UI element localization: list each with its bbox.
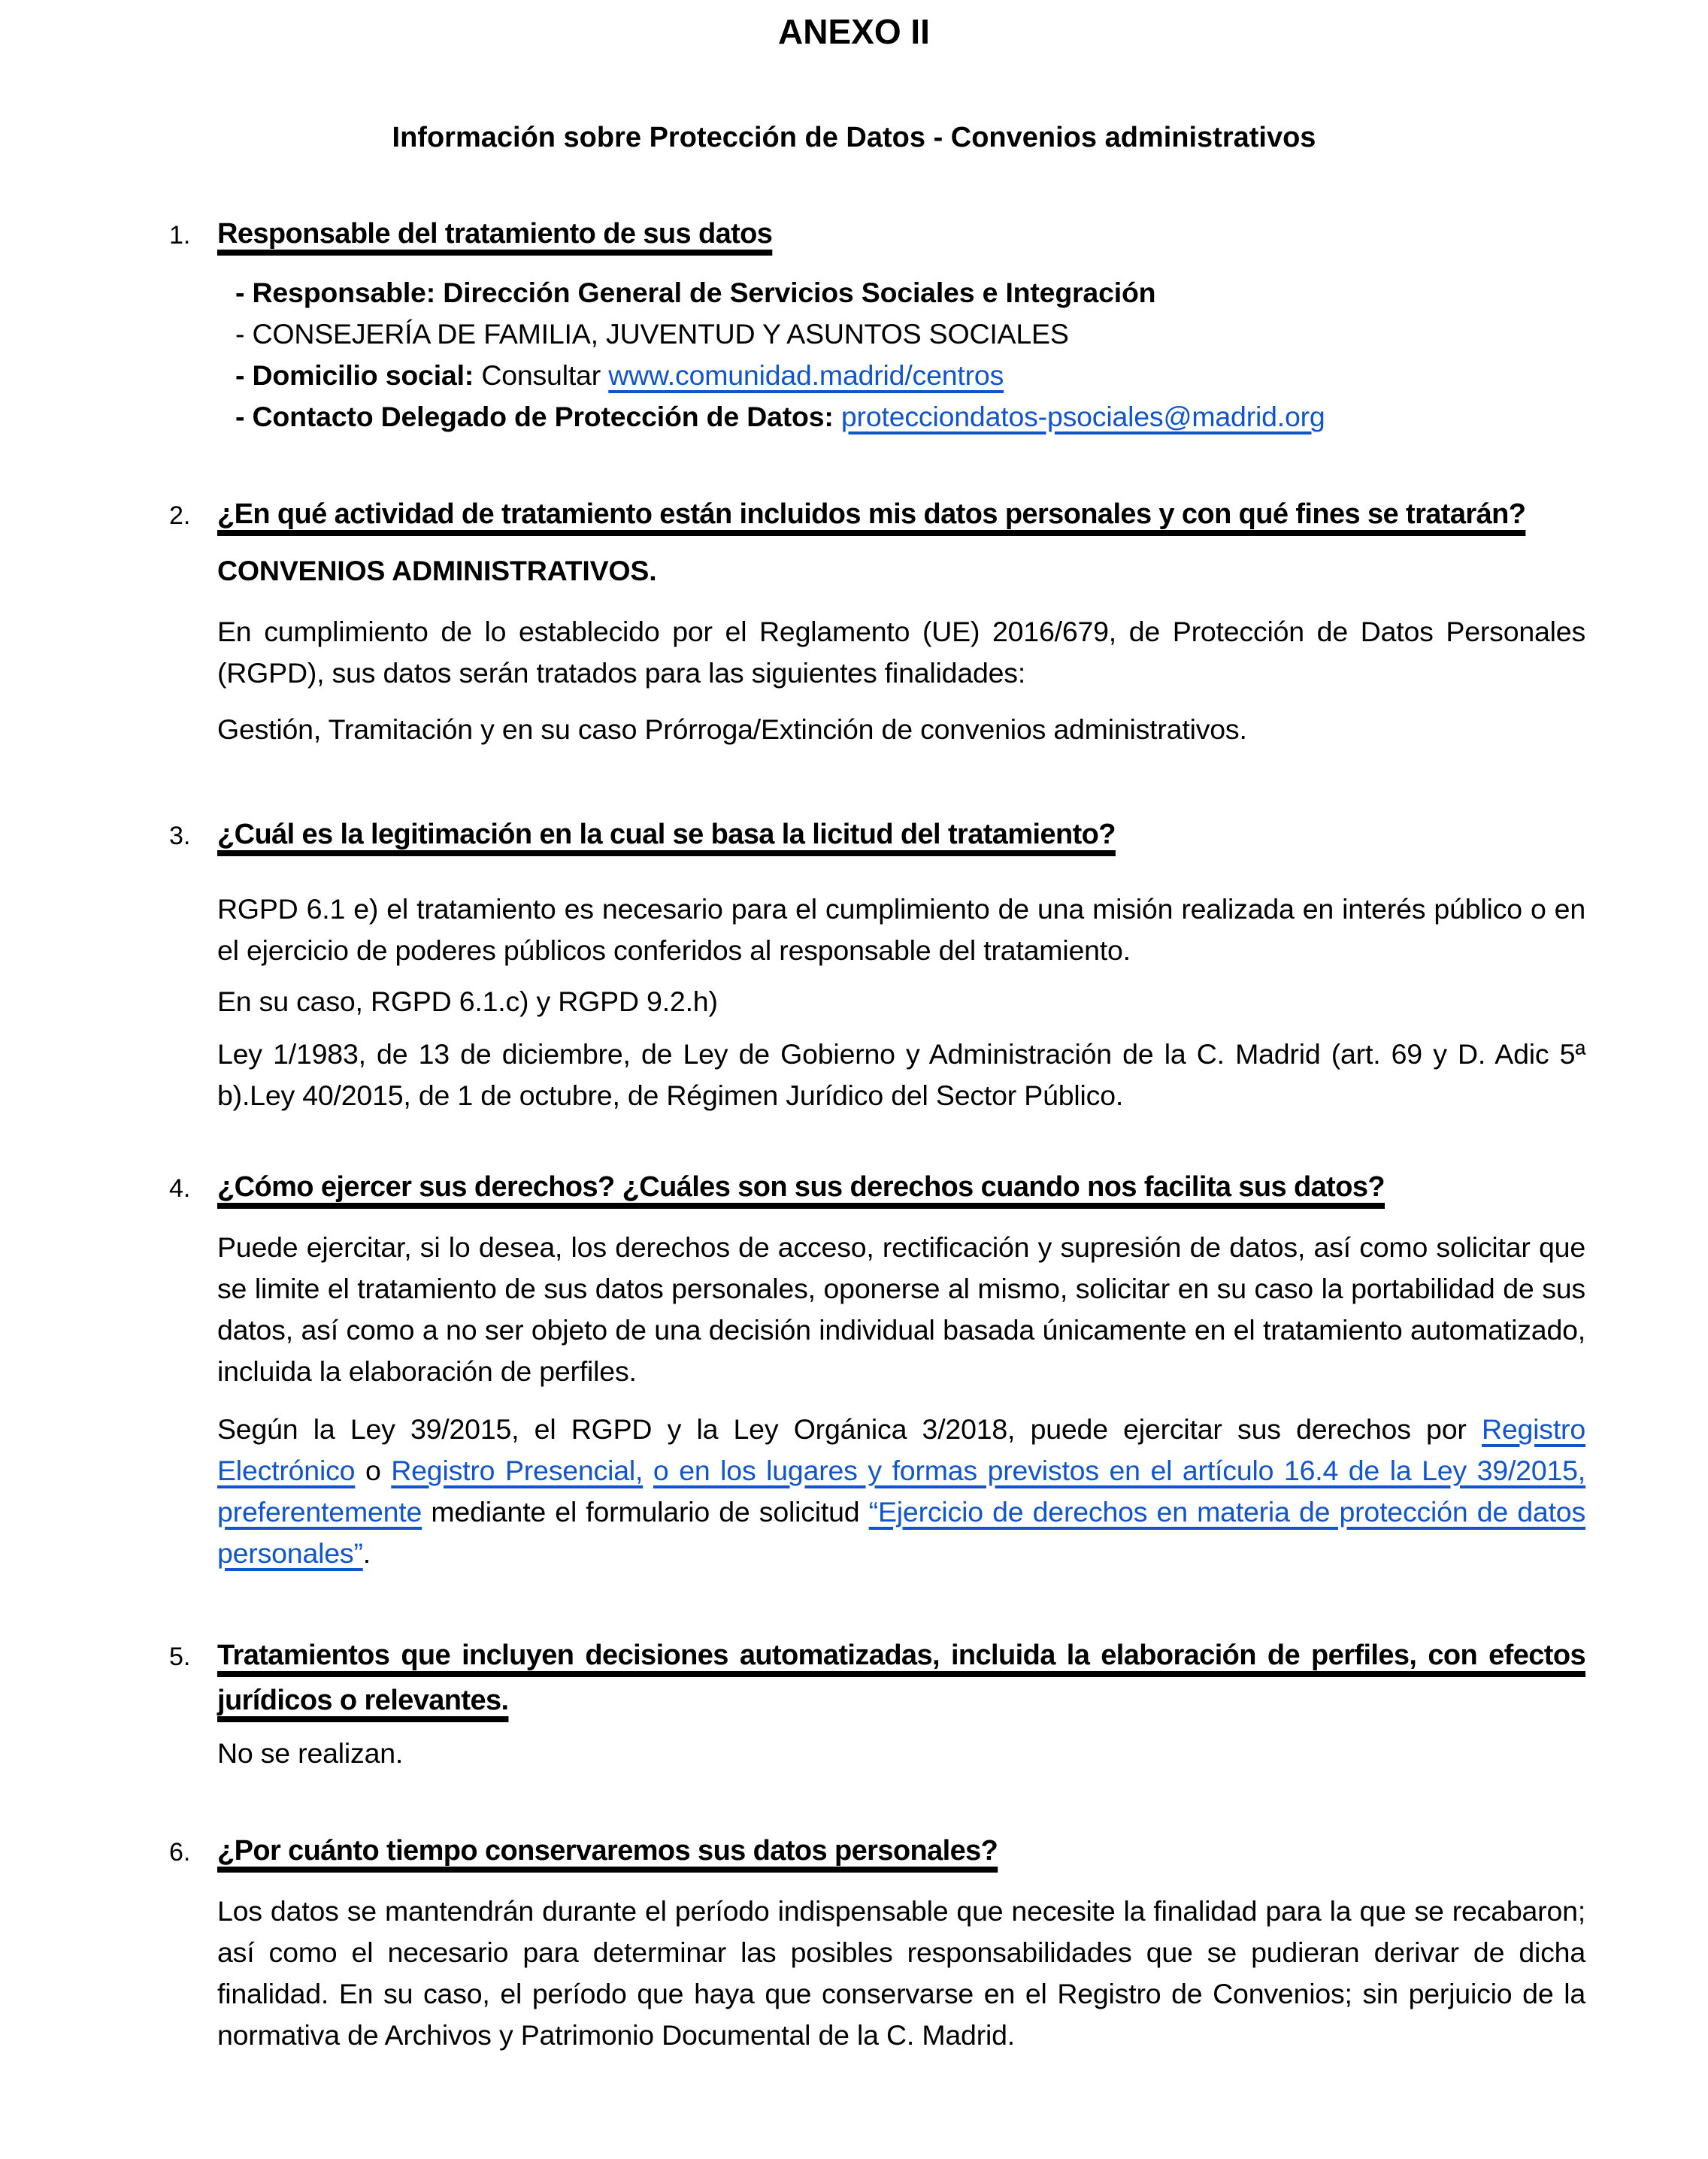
paragraph-puede-ejercitar: Puede ejercitar, si lo desea, los derechos de acceso, rectificación y supresión de datos, así como solicitar que se limite el tratamiento de sus datos personales, oponerse al mismo, solicitar en su caso la portabilidad de sus datos, así como a no ser objeto de una decisión individual basada únicamente en el tratamiento automatizado, incluida la elaboración de perfiles. [217, 1231, 1585, 1387]
section-content [217, 812, 1585, 1116]
paragraph-cumplimiento: En cumplimiento de lo establecido por el Reglamento (UE) 2016/679, de Protección de Datos Personales (RGPD), sus datos serán tratados para las siguientes finalidades: [217, 616, 1585, 689]
text-run: mediante el formulario de solicitud [422, 1496, 869, 1528]
section-number: 4. [169, 1174, 191, 1203]
section-heading: ¿Por cuánto tiempo conservaremos sus datos personales? [217, 1835, 998, 1867]
text-run: . [362, 1537, 371, 1569]
link-articulo-16-4-ley-39-2015[interactable]: o en los lugares y formas previstos en el artículo 16.4 de la Ley 39/2015, preferentemente [217, 1455, 1586, 1528]
paragraph-no-se-realizan: No se realizan. [217, 1737, 404, 1769]
section-content [217, 1828, 1585, 2056]
section-number: 2. [169, 501, 191, 530]
section-actividad-tratamiento [0, 492, 1708, 750]
section-legitimacion [0, 812, 1708, 1116]
paragraph-gestion: Gestión, Tramitación y en su caso Prórroga/Extinción de convenios administrativos. [217, 713, 1247, 745]
text-run: Consultar [481, 359, 609, 391]
paragraph-segun-ley [217, 1409, 1585, 1574]
bullet-consejeria [217, 313, 1585, 355]
bullet-domicilio-social [217, 355, 1585, 396]
section-content [217, 211, 1585, 438]
text-run: - CONSEJERÍA DE FAMILIA, JUVENTUD Y ASUNTOS SOCIALES [235, 318, 1069, 350]
section-number: 6. [169, 1838, 191, 1867]
section-responsable [0, 211, 1708, 438]
text-run: Según la Ley 39/2015, el RGPD y la Ley Orgánica 3/2018, puede ejercitar sus derechos por [217, 1413, 1482, 1445]
link-comunidad-madrid-centros[interactable]: www.comunidad.madrid/centros [608, 359, 1004, 391]
link-ejercicio-de-derechos[interactable]: “Ejercicio de derechos en materia de protección de datos personales” [217, 1496, 1585, 1569]
bullet-responsable [217, 272, 1585, 313]
section-content [217, 1164, 1585, 1574]
section-conservacion-datos [0, 1828, 1708, 2056]
bullet-contacto-delegado [217, 396, 1585, 438]
text-run: - Domicilio social: [235, 359, 482, 391]
section-derechos [0, 1164, 1708, 1574]
section-heading: Tratamientos que incluyen decisiones automatizadas, incluida la elaboración de perfiles, con efectos jurídicos o relevantes. [217, 1640, 1585, 1716]
doc-title: ANEXO II [778, 12, 930, 51]
text-run: - Responsable: Dirección General de Servicios Sociales e Integración [235, 277, 1156, 308]
text-run: o [355, 1455, 392, 1486]
doc-subtitle: Información sobre Protección de Datos - Convenios administrativos [392, 122, 1316, 153]
paragraph-convenios: CONVENIOS ADMINISTRATIVOS. [217, 555, 657, 586]
paragraph-en-su-caso: En su caso, RGPD 6.1.c) y RGPD 9.2.h) [217, 986, 718, 1017]
section-number: 1. [169, 221, 191, 250]
text-run [643, 1455, 653, 1486]
section-content [217, 492, 1585, 750]
section-content [217, 1633, 1585, 1774]
section-heading: ¿En qué actividad de tratamiento están incluidos mis datos personales y con qué fines se tratarán? [217, 498, 1526, 530]
section-number: 5. [169, 1643, 191, 1671]
link-registro-electronico[interactable]: Registro Electrónico [217, 1413, 1585, 1486]
paragraph-los-datos: Los datos se mantendrán durante el período indispensable que necesite la finalidad para la que se recabaron; así como el necesario para determinar las posibles responsabilidades que se pudieran derivar de dicha finalidad. En su caso, el período que haya que conservarse en el Registro de Convenios; sin perjuicio de la normativa de Archivos y Patrimonio Documental de la C. Madrid. [217, 1895, 1585, 2051]
section-heading: Responsable del tratamiento de sus datos [217, 218, 773, 250]
text-run: - Contacto Delegado de Protección de Datos: [235, 401, 841, 432]
section-heading: ¿Cómo ejercer sus derechos? ¿Cuáles son sus derechos cuando nos facilita sus datos? [217, 1171, 1385, 1203]
link-email-delegado-proteccion-datos[interactable]: protecciondatos-psociales@madrid.org [840, 401, 1325, 432]
paragraph-rgpd-61e: RGPD 6.1 e) el tratamiento es necesario para el cumplimiento de una misión realizada en interés público o en el ejercicio de poderes públicos conferidos al responsable del tratamiento. [217, 893, 1585, 966]
link-registro-presencial[interactable]: Registro Presencial, [391, 1455, 644, 1486]
section-decisiones-automatizadas [0, 1633, 1708, 1774]
section-number: 3. [169, 822, 191, 850]
section-heading: ¿Cuál es la legitimación en la cual se basa la licitud del tratamiento? [217, 819, 1116, 850]
paragraph-ley-1983: Ley 1/1983, de 13 de diciembre, de Ley de Gobierno y Administración de la C. Madrid (art. 69 y D. Adic 5ª b).Ley 40/2015, de 1 de octubre, de Régimen Jurídico del Sector Público. [217, 1038, 1585, 1111]
